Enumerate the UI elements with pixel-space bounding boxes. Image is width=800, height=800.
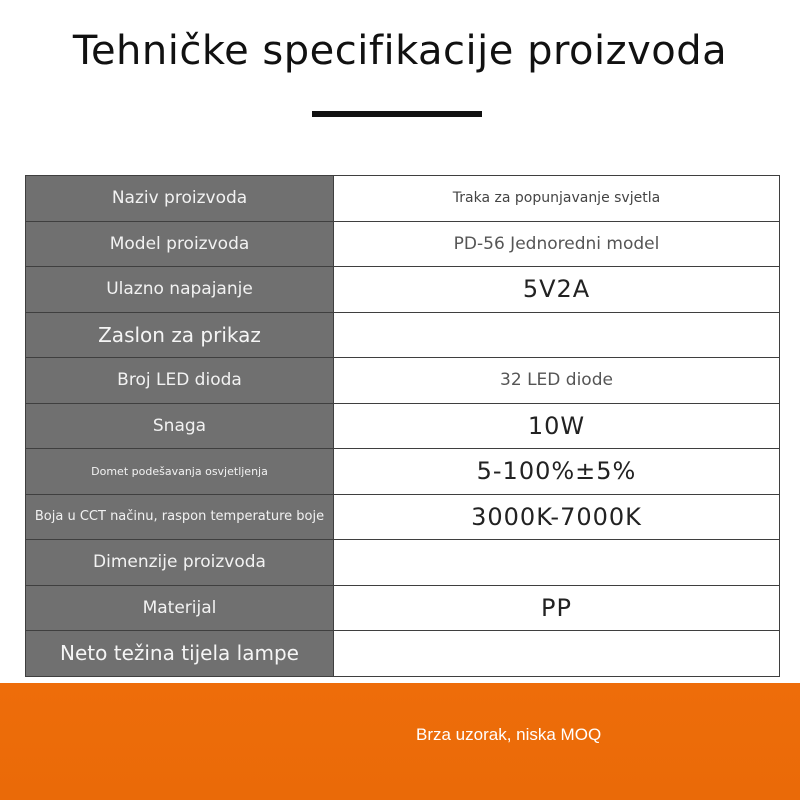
footer-tagline: Brza uzorak, niska MOQ [416, 725, 602, 744]
spec-row-brightness-range [26, 449, 780, 495]
spec-row-led-count [26, 358, 780, 404]
spec-label: Naziv proizvoda [26, 176, 334, 221]
spec-label: Broj LED dioda [26, 358, 334, 403]
spec-label: Boja u CCT načinu, raspon temperature boje [26, 495, 334, 540]
spec-label: Snaga [26, 404, 334, 449]
spec-row-display [26, 313, 780, 359]
spec-value: 32 LED diode [334, 358, 780, 403]
spec-value: 5V2A [334, 267, 780, 312]
spec-value: 10W [334, 404, 780, 449]
spec-label: Domet podešavanja osvjetljenja [26, 449, 334, 494]
spec-row-dimensions [26, 540, 780, 586]
spec-value [334, 313, 780, 358]
spec-value: PD-56 Jednoredni model [334, 222, 780, 267]
spec-value [334, 540, 780, 585]
spec-label: Model proizvoda [26, 222, 334, 267]
title-underline [312, 111, 482, 117]
spec-label: Zaslon za prikaz [26, 313, 334, 358]
page-title: Tehničke specifikacije proizvoda [72, 28, 728, 74]
spec-row-product-model [26, 222, 780, 268]
spec-value [334, 631, 780, 676]
footer-banner [0, 683, 800, 800]
spec-table [25, 175, 780, 677]
spec-row-power [26, 404, 780, 450]
spec-row-net-weight [26, 631, 780, 677]
spec-label: Neto težina tijela lampe [26, 631, 334, 676]
spec-value: 3000K-7000K [334, 495, 780, 540]
spec-row-material [26, 586, 780, 632]
spec-row-input-power [26, 267, 780, 313]
spec-value: PP [334, 586, 780, 631]
spec-row-cct-range [26, 495, 780, 541]
spec-value: 5-100%±5% [334, 449, 780, 494]
spec-label: Materijal [26, 586, 334, 631]
spec-row-product-name [26, 176, 780, 222]
spec-label: Dimenzije proizvoda [26, 540, 334, 585]
spec-label: Ulazno napajanje [26, 267, 334, 312]
spec-value: Traka za popunjavanje svjetla [334, 176, 780, 221]
